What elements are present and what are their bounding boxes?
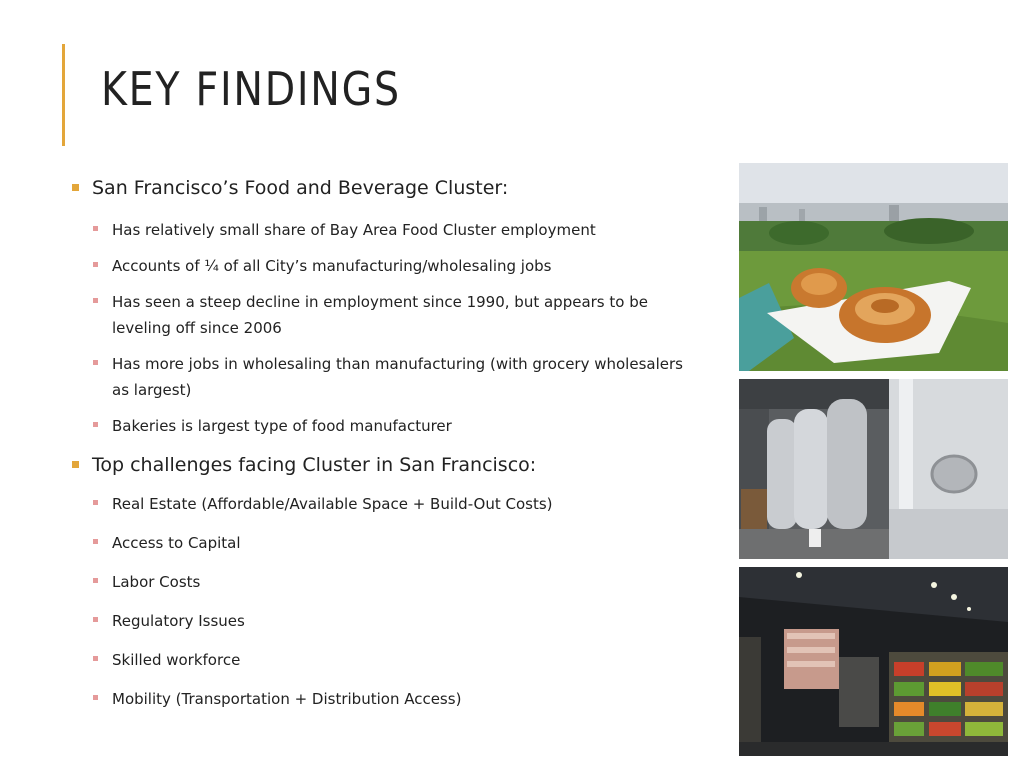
title-accent-bar [62, 44, 65, 146]
bullet-square-icon [72, 184, 79, 191]
list-item-text: Has more jobs in wholesaling than manufacturing (with grocery wholesalers as largest) [112, 355, 683, 399]
section-heading [72, 176, 692, 200]
list-item-text: Labor Costs [112, 573, 201, 591]
list-item-text: Has relatively small share of Bay Area Food Cluster employment [112, 221, 596, 239]
sub-bullet-icon [93, 617, 98, 622]
sub-bullet-icon [93, 422, 98, 427]
sub-bullet-icon [93, 226, 98, 231]
list-item-text: Real Estate (Affordable/Available Space + Build-Out Costs) [112, 495, 553, 513]
list-item [72, 491, 692, 517]
pastry-photo [739, 163, 1008, 371]
sub-bullet-icon [93, 298, 98, 303]
produce-market-photo [739, 567, 1008, 756]
list-item [72, 569, 692, 595]
sub-bullet-icon [93, 578, 98, 583]
list-item-text: Access to Capital [112, 534, 241, 552]
bullet-square-icon [72, 461, 79, 468]
list-item-text: Regulatory Issues [112, 612, 245, 630]
list-item [72, 289, 692, 341]
list-item [72, 647, 692, 673]
list-item-text: Has seen a steep decline in employment since 1990, but appears to be leveling off since 2006 [112, 293, 648, 337]
sub-bullet-icon [93, 262, 98, 267]
section-heading-text: San Francisco’s Food and Beverage Cluster: [92, 177, 509, 199]
brewery-tanks-photo [739, 379, 1008, 559]
list-item [72, 686, 692, 712]
list-item-text: Bakeries is largest type of food manufacturer [112, 417, 452, 435]
list-item [72, 351, 692, 403]
section-heading [72, 453, 692, 477]
list-item [72, 413, 692, 439]
list-item [72, 608, 692, 634]
list-item-text: Mobility (Transportation + Distribution Access) [112, 690, 462, 708]
bullet-list [72, 176, 692, 712]
list-item-text: Skilled workforce [112, 651, 241, 669]
slide-title: KEY FINDINGS [101, 62, 401, 116]
list-item-text: Accounts of ¼ of all City’s manufacturing/wholesaling jobs [112, 257, 552, 275]
sub-bullet-icon [93, 360, 98, 365]
list-item [72, 253, 692, 279]
sub-bullet-icon [93, 500, 98, 505]
list-item [72, 217, 692, 243]
list-item [72, 530, 692, 556]
sub-bullet-icon [93, 539, 98, 544]
sub-bullet-icon [93, 695, 98, 700]
sub-bullet-icon [93, 656, 98, 661]
section-heading-text: Top challenges facing Cluster in San Francisco: [92, 454, 537, 476]
